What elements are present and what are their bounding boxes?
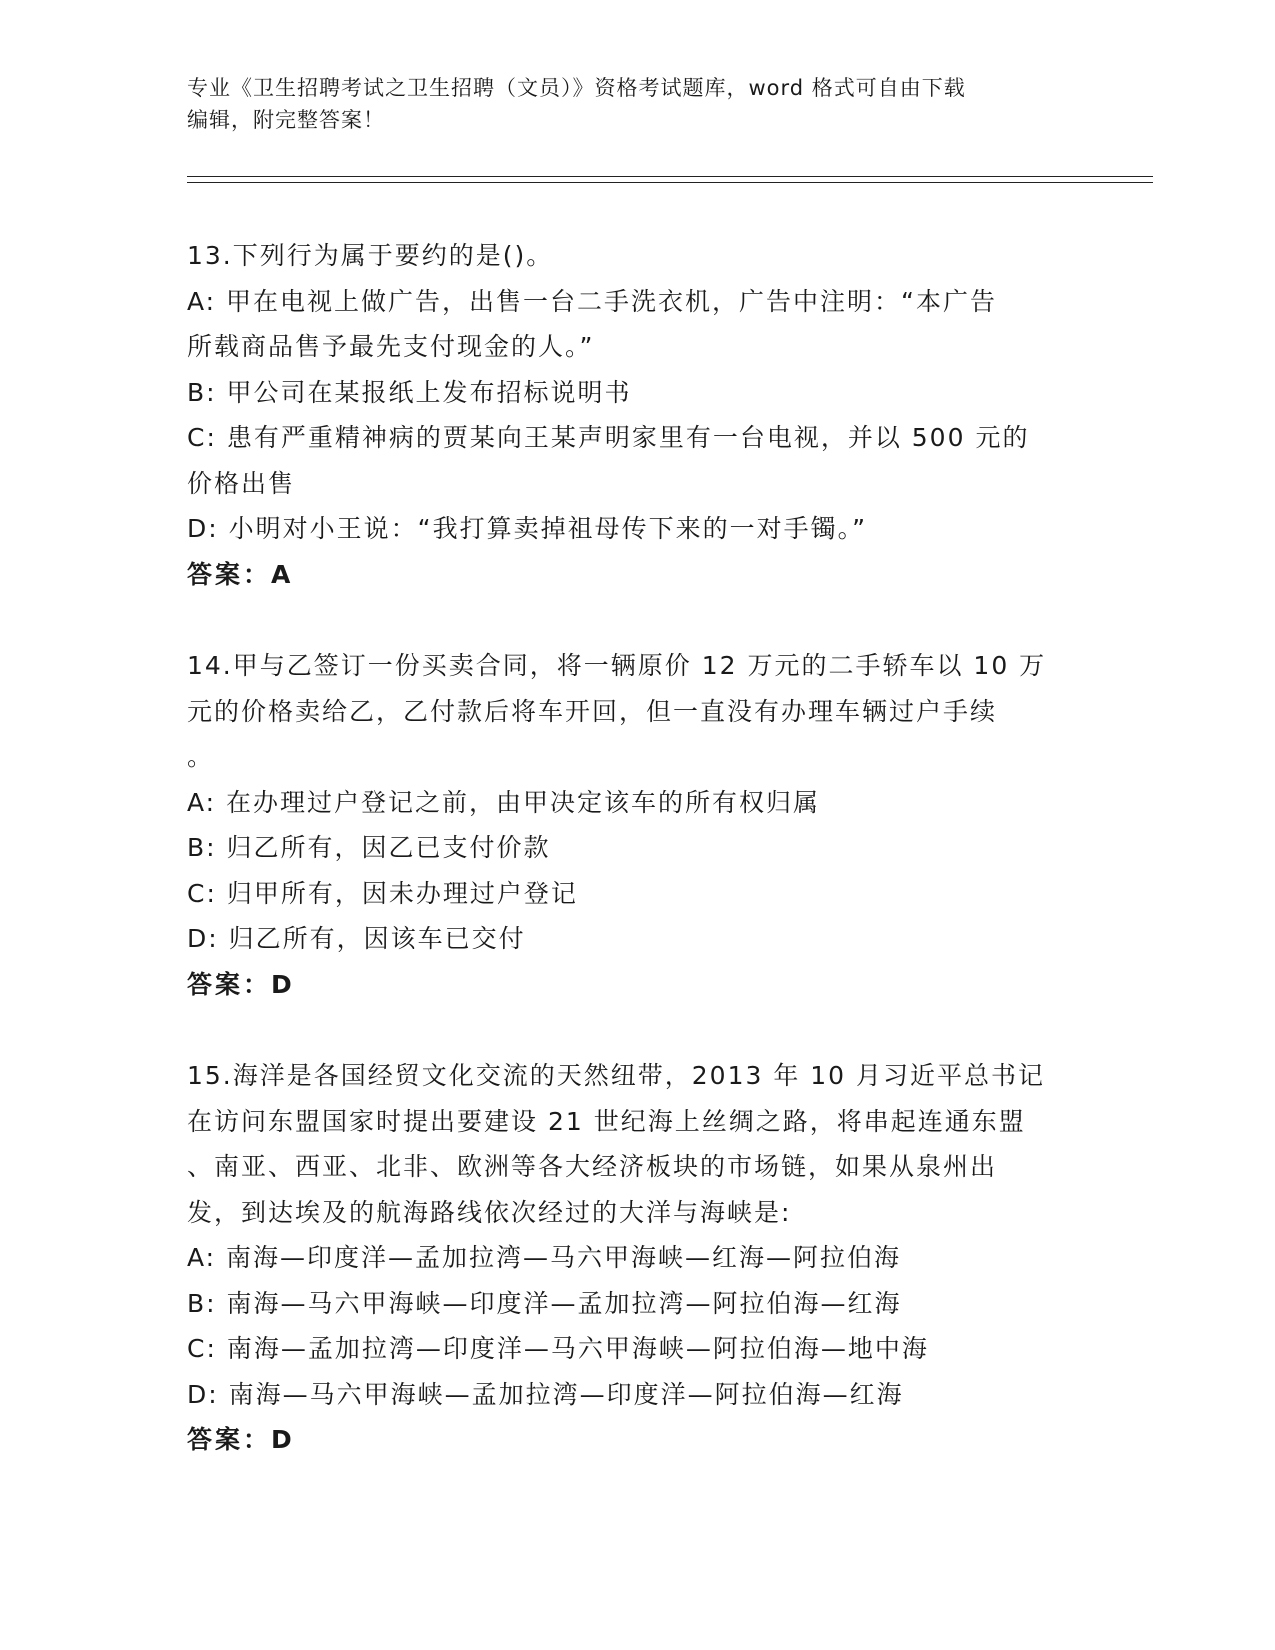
option-a-line: A: 甲在电视上做广告，出售一台二手洗衣机，广告中注明：“本广告: [187, 286, 997, 316]
question-stem-line: 在访问东盟国家时提出要建设 21 世纪海上丝绸之路，将串起连通东盟: [187, 1106, 1026, 1136]
option-b-line: B: 南海—马六甲海峡—印度洋—孟加拉湾—阿拉伯海—红海: [187, 1288, 902, 1318]
answer-label: 答案：D: [187, 1425, 295, 1454]
header-line-1: 专业《卫生招聘考试之卫生招聘（文员）》资格考试题库，word 格式可自由下载: [187, 76, 966, 100]
option-c-line: C: 归甲所有，因未办理过户登记: [187, 878, 578, 908]
question-stem-line: 、南亚、西亚、北非、欧洲等各大经济板块的市场链，如果从泉州出: [187, 1152, 998, 1181]
header-line-2: 编辑，附完整答案！: [187, 108, 385, 132]
question-13: [187, 233, 1087, 597]
answer-label: 答案：A: [187, 559, 294, 589]
option-b-line: B: 归乙所有，因乙已支付价款: [187, 833, 551, 862]
option-a-line: A: 南海—印度洋—孟加拉湾—马六甲海峡—红海—阿拉伯海: [187, 1243, 902, 1272]
header-divider-top: [187, 176, 1153, 177]
option-d-line: D: 小明对小王说：“我打算卖掉祖母传下来的一对手镯。”: [187, 514, 868, 543]
option-b-line: B: 甲公司在某报纸上发布招标说明书: [187, 377, 632, 407]
answer-label: 答案：D: [187, 969, 295, 999]
option-d-line: D: 归乙所有，因该车已交付: [187, 924, 526, 953]
question-15: [187, 1053, 1087, 1463]
option-c-line: C: 南海—孟加拉湾—印度洋—马六甲海峡—阿拉伯海—地中海: [187, 1334, 929, 1363]
option-d-line: D: 南海—马六甲海峡—孟加拉湾—印度洋—阿拉伯海—红海: [187, 1379, 904, 1409]
header-divider-bottom: [187, 182, 1153, 183]
option-c-line: 价格出售: [187, 468, 296, 498]
question-stem-line: 元的价格卖给乙，乙付款后将车开回，但一直没有办理车辆过户手续: [187, 696, 998, 726]
question-14: [187, 643, 1087, 1007]
option-a-line: A: 在办理过户登记之前，由甲决定该车的所有权归属: [187, 787, 821, 817]
option-a-line: 所载商品售予最先支付现金的人。”: [187, 332, 595, 361]
question-stem-line: 15.海洋是各国经贸文化交流的天然纽带，2013 年 10 月习近平总书记: [187, 1061, 1046, 1090]
option-c-line: C: 患有严重精神病的贾某向王某声明家里有一台电视，并以 500 元的: [187, 423, 1030, 452]
question-stem-line: 。: [187, 742, 215, 771]
question-stem-line: 发，到达埃及的航海路线依次经过的大洋与海峡是:: [187, 1197, 792, 1227]
question-stem-line: 13.下列行为属于要约的是()。: [187, 241, 554, 270]
question-stem-line: 14.甲与乙签订一份买卖合同，将一辆原价 12 万元的二手轿车以 10 万: [187, 651, 1047, 680]
document-header: [187, 72, 1087, 136]
